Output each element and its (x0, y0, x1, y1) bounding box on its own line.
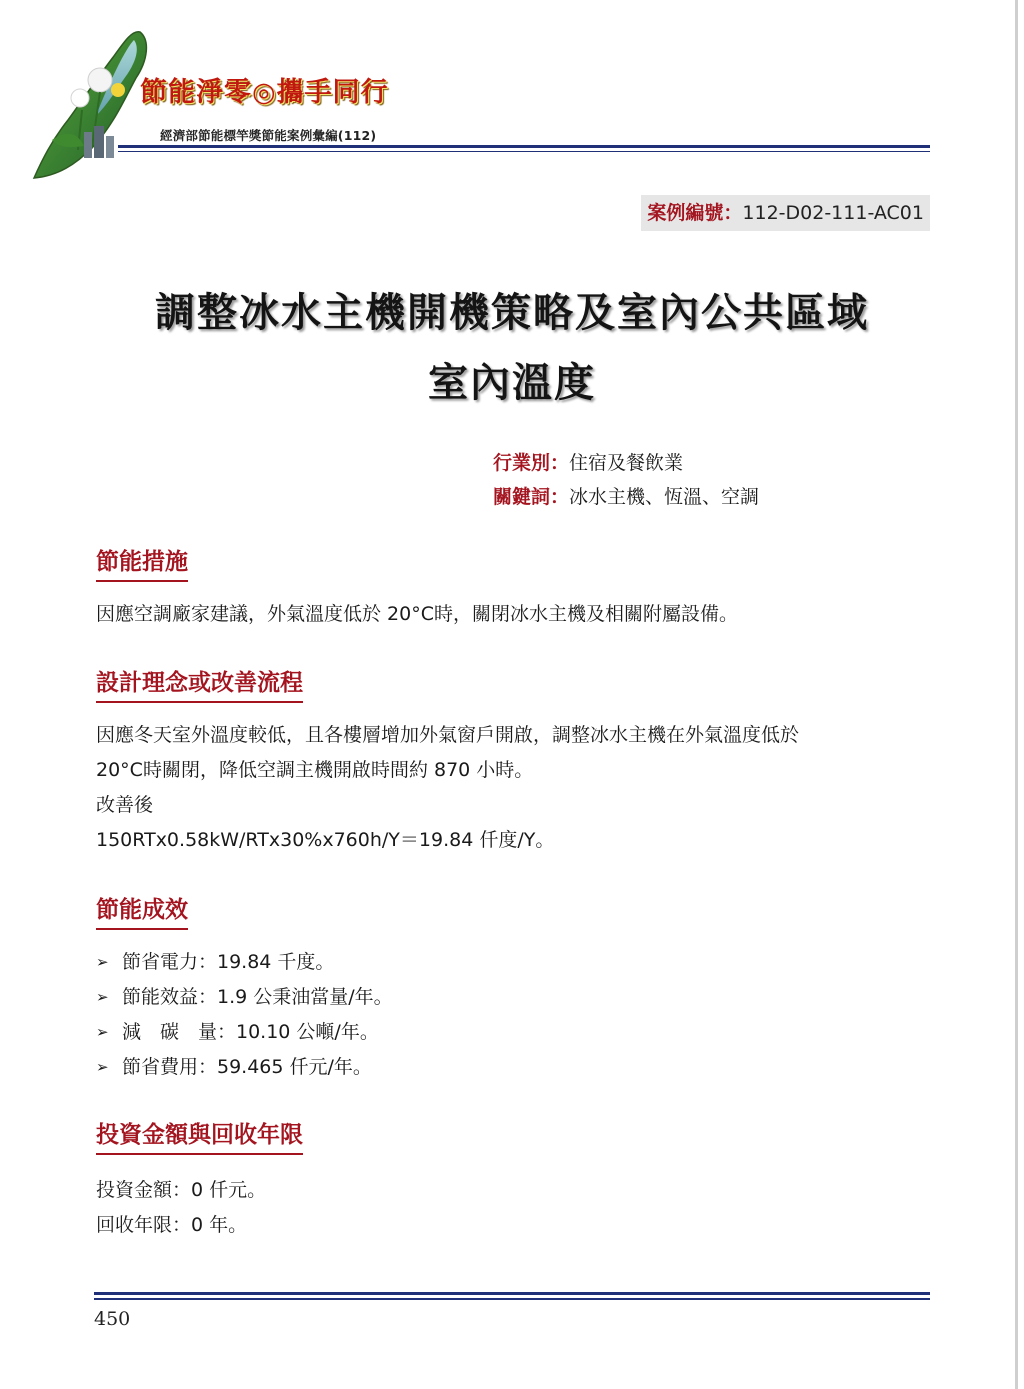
investment-text (96, 1173, 926, 1243)
result-energy: 節能效益：1.9 公秉油當量/年。 (122, 986, 393, 1008)
case-number-label: 案例編號： (647, 202, 743, 224)
result-carbon: 減 碳 量：10.10 公噸/年。 (122, 1021, 379, 1043)
arrow-bullet-icon: ➢ (96, 988, 109, 1006)
case-number-box (641, 195, 930, 231)
page-title-line-1: 調整冰水主機開機策略及室內公共區域 (155, 290, 869, 336)
design-formula: 150RTx0.58kW/RTx30%x760h/Y＝19.84 仟度/Y。 (96, 829, 555, 851)
industry-row (493, 446, 759, 480)
result-cost: 節省費用：59.465 仟元/年。 (122, 1056, 372, 1078)
header-divider (118, 145, 930, 152)
design-text (96, 718, 926, 858)
brand-title: 節能淨零◎攜手同行 (140, 77, 389, 108)
section-heading-results: 節能成效 (96, 894, 188, 930)
industry-label: 行業別： (493, 452, 570, 474)
keywords-value: 冰水主機、恆溫、空調 (569, 486, 760, 508)
page-title-line-2: 室內溫度 (428, 360, 596, 406)
page-title (0, 278, 1024, 418)
section-heading-investment: 投資金額與回收年限 (96, 1119, 303, 1155)
case-meta (493, 446, 759, 514)
arrow-bullet-icon: ➢ (96, 1023, 109, 1041)
page-edge (1015, 0, 1018, 1389)
list-item (96, 945, 926, 980)
list-item (96, 1050, 926, 1085)
design-line-1: 因應冬天室外溫度較低，且各樓層增加外氣窗戶開啟，調整冰水主機在外氣溫度低於 (96, 724, 800, 746)
page-number: 450 (94, 1308, 131, 1330)
section-heading-design: 設計理念或改善流程 (96, 667, 303, 703)
book-subtitle: 經濟部節能標竿獎節能案例彙編(112) (160, 128, 377, 143)
payback-period: 回收年限：0 年。 (96, 1214, 248, 1236)
measures-text (96, 597, 926, 632)
result-power: 節省電力：19.84 千度。 (122, 951, 335, 973)
footer-divider (94, 1292, 930, 1300)
keywords-label: 關鍵詞： (493, 486, 570, 508)
arrow-bullet-icon: ➢ (96, 953, 109, 971)
case-number-value: 112-D02-111-AC01 (742, 202, 924, 224)
results-list (96, 945, 926, 1085)
list-item (96, 1015, 926, 1050)
section-heading-measures: 節能措施 (96, 546, 188, 582)
measures-paragraph: 因應空調廠家建議，外氣溫度低於 20°C時，關閉冰水主機及相關附屬設備。 (96, 603, 738, 625)
arrow-bullet-icon: ➢ (96, 1058, 109, 1076)
investment-amount: 投資金額：0 仟元。 (96, 1179, 267, 1201)
design-line-2: 20°C時關閉，降低空調主機開啟時間約 870 小時。 (96, 759, 534, 781)
keywords-row (493, 480, 759, 514)
industry-value: 住宿及餐飲業 (569, 452, 684, 474)
list-item (96, 980, 926, 1015)
design-line-3: 改善後 (96, 794, 154, 816)
